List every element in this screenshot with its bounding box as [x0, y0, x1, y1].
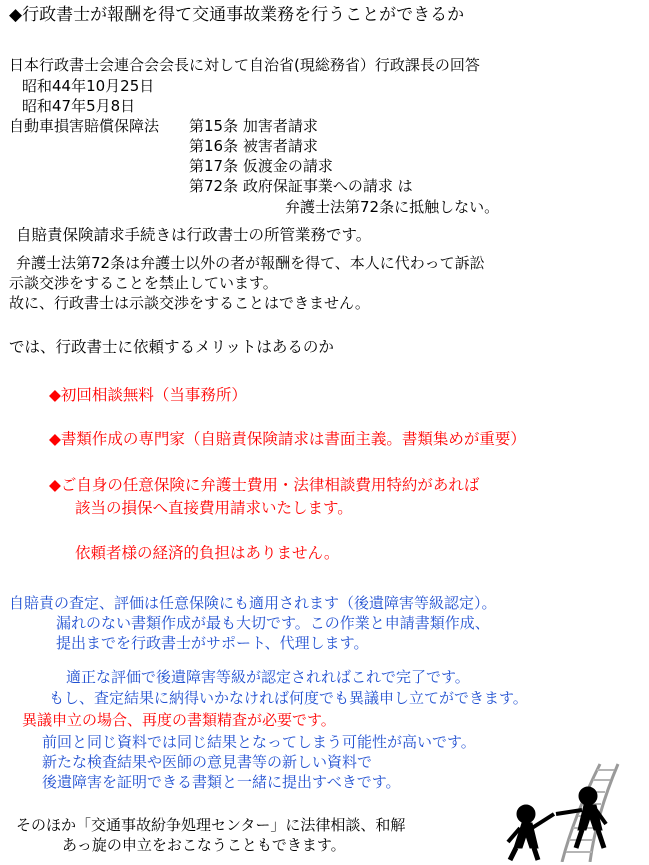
objection-line-2: 前回と同じ資料では同じ結果となってしまう可能性が高いです。 [42, 733, 476, 751]
answer-intro: 日本行政書士会連合会会長に対して自治省(現総務省）行政課長の回答 [9, 56, 480, 74]
lawyer-law-line-2: 示談交渉をすることを禁止しています。 [9, 274, 278, 292]
merit-no-burden: 依頼者様の経済的負担はありません。 [75, 544, 340, 562]
objection-line-1: 異議申立の場合、再度の書類精査が必要です。 [22, 711, 336, 729]
lawyer-law-line-1: 弁護士法第72条は弁護士以外の者が報酬を得て、本人に代わって訴訟 [16, 254, 485, 272]
article-17: 第17条 仮渡金の請求 [189, 157, 333, 175]
article-16: 第16条 被害者請求 [189, 137, 318, 155]
lawyer-law-line-3: 故に、行政書士は示談交渉をすることはできません。 [9, 294, 370, 312]
jurisdiction-statement: 自賠責保険請求手続きは行政書士の所管業務です。 [16, 226, 372, 244]
article-72: 第72条 政府保証事業への請求 は [189, 177, 413, 195]
other-line-2: あっ旋の申立をおこなうこともできます。 [62, 836, 346, 854]
answer-date-2: 昭和47年5月8日 [22, 97, 136, 115]
merit-item-insurance-rider: ◆ご自身の任意保険に弁護士費用・法律相談費用特約があれば [49, 476, 480, 494]
assessment-line-2: 漏れのない書類作成が最も大切です。この作業と申請書類作成、 [56, 614, 490, 632]
merit-item-document-expert: ◆書類作成の専門家（自賠責保険請求は書面主義。書類集めが重要） [49, 430, 526, 448]
answer-date-1: 昭和44年10月25日 [22, 77, 155, 95]
other-line-1: そのほか「交通事故紛争処理センター」に法律相談、和解 [16, 816, 406, 834]
assessment-line-3: 提出までを行政書士がサポート、代理します。 [56, 634, 369, 652]
objection-line-4: 後遺障害を証明できる書類と一緒に提出すべきです。 [42, 773, 401, 791]
assessment-line-5: もし、査定結果に納得いかなければ何度でも異議申し立てができます。 [49, 689, 528, 707]
answer-conclusion: 弁護士法第72条に抵触しない。 [285, 198, 500, 216]
merit-item-insurance-rider-2: 該当の損保へ直接費用請求いたします。 [75, 499, 353, 517]
assessment-line-1: 自賠責の査定、評価は任意保険にも適用されます（後遺障害等級認定）。 [9, 594, 497, 612]
law-name: 自動車損害賠償保障法 [9, 117, 160, 135]
merit-question: では、行政書士に依頼するメリットはあるのか [9, 338, 334, 356]
article-15: 第15条 加害者請求 [189, 117, 318, 135]
assessment-line-4: 適正な評価で後遺障害等級が認定されればこれで完了です。 [66, 668, 470, 686]
handshake-illustration [492, 756, 642, 862]
objection-line-3: 新たな検査結果や医師の意見書等の新しい資料で [42, 753, 373, 771]
page-heading: ◆行政書士が報酬を得て交通事故業務を行うことができるか [9, 5, 465, 25]
person-right-icon [556, 787, 606, 848]
person-left-icon [508, 805, 554, 860]
merit-item-free-consultation: ◆初回相談無料（当事務所） [49, 386, 247, 404]
